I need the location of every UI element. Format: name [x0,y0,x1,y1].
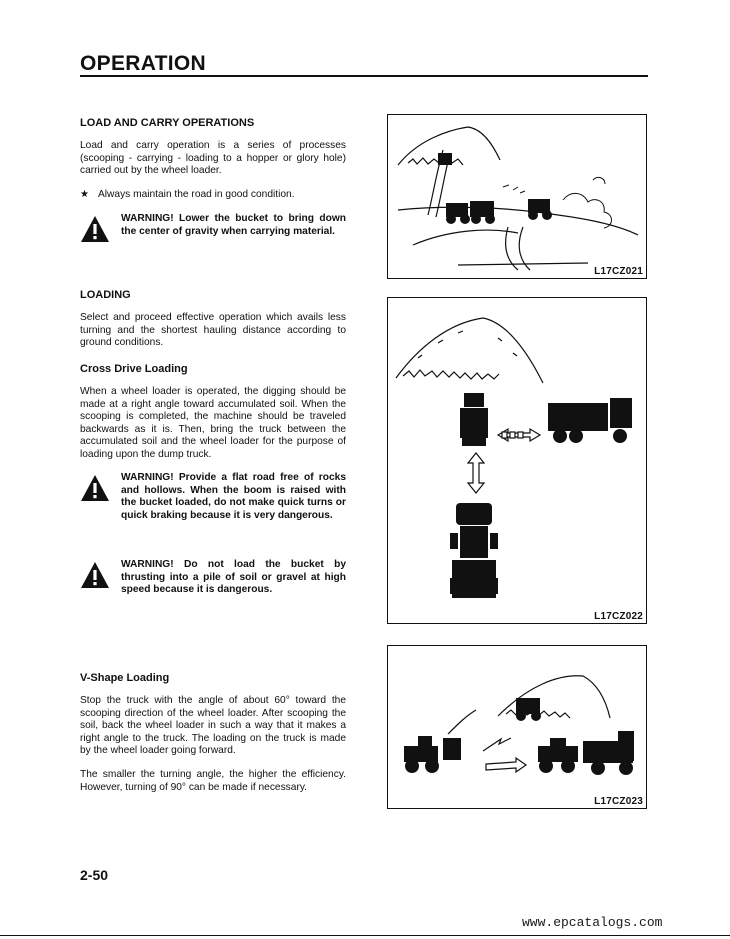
loading-heading: LOADING [80,289,131,301]
star-icon: ★ [80,189,90,200]
figure-label: L17CZ022 [594,611,643,622]
v-shape-heading: V-Shape Loading [80,672,170,684]
cross-drive-heading: Cross Drive Loading [80,363,188,375]
title-rule [80,75,648,77]
figure-label: L17CZ021 [594,266,643,277]
figure-cross-drive [387,297,647,624]
figure-load-carry [387,114,647,279]
load-carry-heading: LOAD AND CARRY OPERATIONS [80,117,255,129]
figure-v-shape [387,645,647,809]
figure-label: L17CZ023 [594,796,643,807]
page-title: OPERATION [80,52,206,75]
v-shape-body-1: Stop the truck with the angle of about 60° toward the scooping direction of the wheel loader. After scooping the soil, back the wheel loader in such a way that it makes a right angle to the truck. The loading on the truck is made by the wheel loader going forward. [80,695,346,757]
loading-body: Select and proceed effective operation which avails less turning and the shortest hauling distance according to ground conditions. [80,312,346,349]
warning-text: WARNING! Do not load the bucket by thrusting into a pile of soil or gravel at high speed because it is dangerous. [121,559,346,596]
v-shape-illustration [388,646,646,808]
road-condition-note [80,189,295,200]
bottom-rule [0,935,730,936]
warning-flat-road [80,472,346,522]
load-carry-illustration [388,115,646,278]
v-shape-body-2: The smaller the turning angle, the higher the efficiency. However, turning of 90° can be made if necessary. [80,769,346,793]
watermark: www.epcatalogs.com [522,915,663,930]
warning-text: WARNING! Lower the bucket to bring down the center of gravity when carrying material. [121,213,346,237]
warning-triangle-icon [80,474,110,502]
page-number: 2-50 [80,867,109,883]
load-carry-body: Load and carry operation is a series of processes (scooping - carrying - loading to a hopper or glory hole) carried out by the wheel loader. [80,140,346,177]
warning-triangle-icon [80,215,110,243]
cross-drive-body: When a wheel loader is operated, the digging should be made at a right angle toward accumulated soil. When the scooping is completed, the machine should be traveled backwards as it is. Then, bring the truck between the accumulated soil and the wheel loader for the purpose of loading upon the dump truck. [80,386,346,460]
warning-high-speed [80,559,346,597]
warning-triangle-icon [80,561,110,589]
cross-drive-illustration [388,298,646,623]
warning-text: WARNING! Provide a flat road free of rocks and hollows. When the boom is raised with the bucket loaded, do not make quick turns or quick braking because it is very dangerous. [121,472,346,521]
note-text: Always maintain the road in good condition. [98,189,295,200]
warning-lower-bucket [80,213,346,238]
